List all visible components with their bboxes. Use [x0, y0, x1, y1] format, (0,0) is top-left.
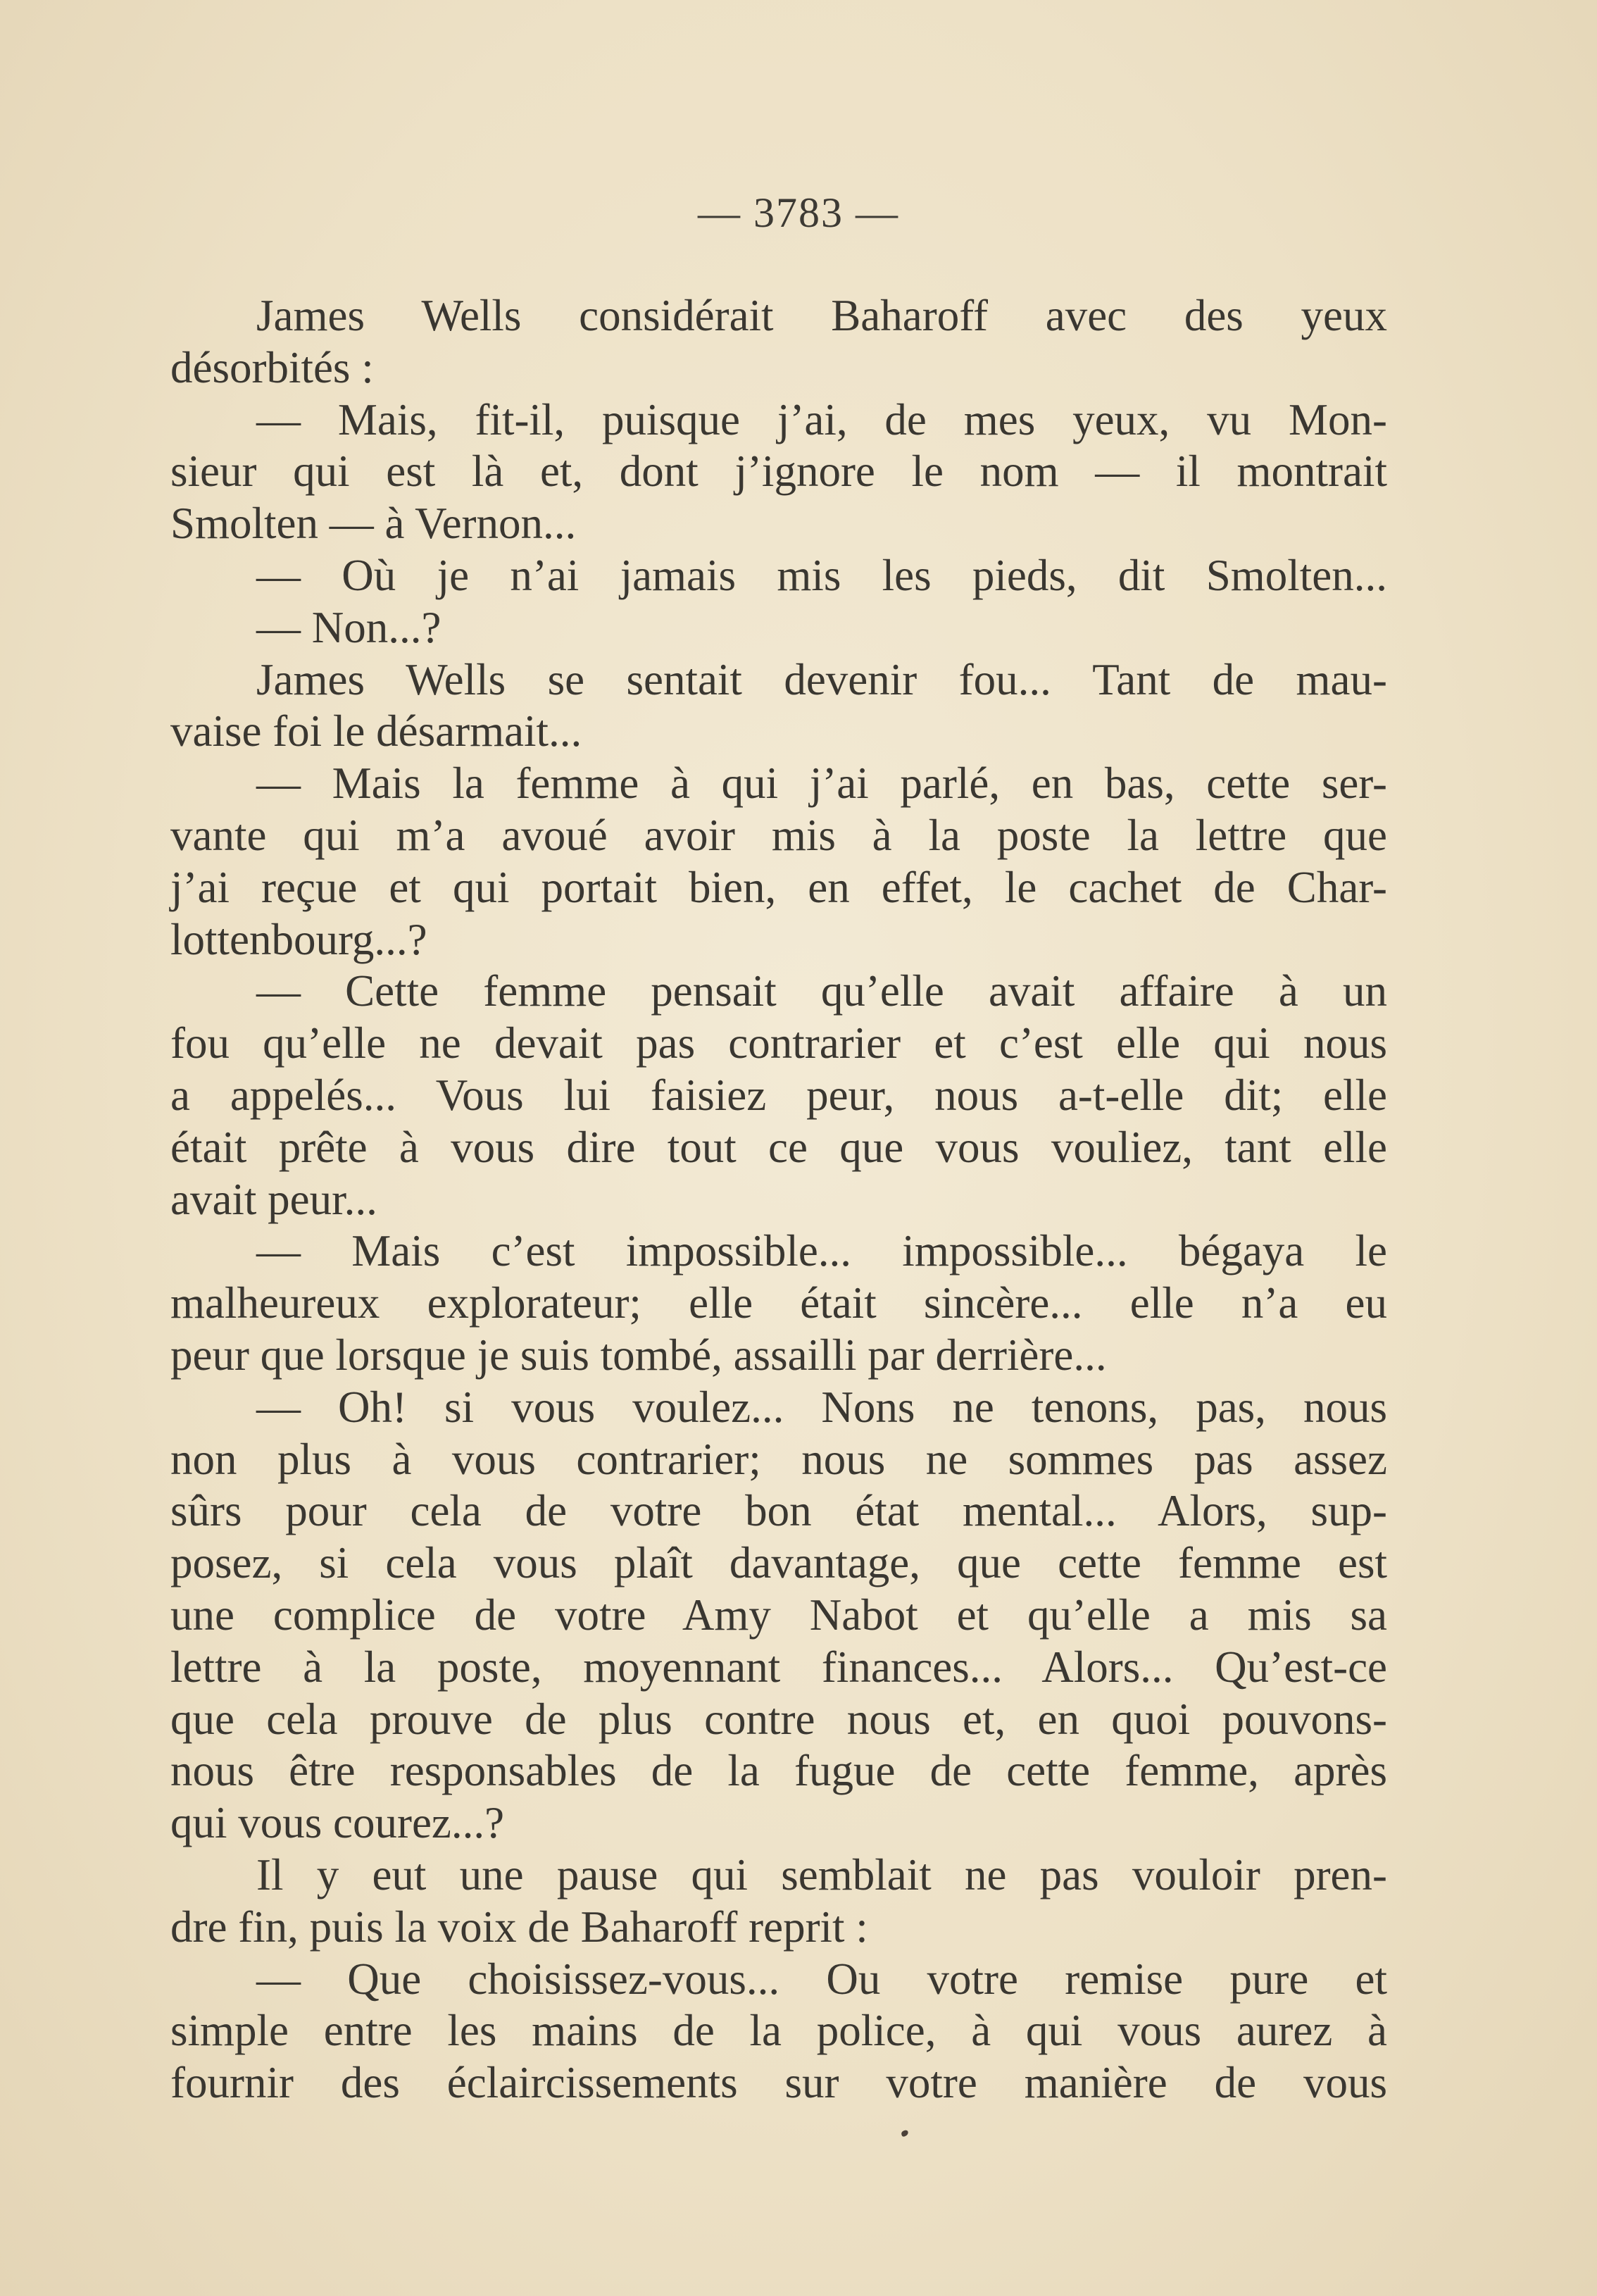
text-line: dre fin, puis la voix de Baharoff reprit :	[170, 1902, 868, 1952]
text-line: vante qui m’a avoué avoir mis à la poste la lettre que	[170, 810, 1387, 860]
text-line: a appelés... Vous lui faisiez peur, nous a-t-elle dit; elle	[170, 1070, 1387, 1120]
text-line: lottenbourg...?	[170, 914, 427, 964]
text-line: fournir des éclaircissements sur votre manière de vous	[170, 2058, 1387, 2108]
page-number: — 3783 —	[698, 189, 899, 236]
text-line: une complice de votre Amy Nabot et qu’elle a mis sa	[170, 1590, 1387, 1640]
text-line: James Wells se sentait devenir fou... Tant de mau-	[256, 654, 1387, 704]
text-line: était prête à vous dire tout ce que vous vouliez, tant elle	[170, 1122, 1387, 1172]
text-line: — Mais, fit-il, puisque j’ai, de mes yeux, vu Mon-	[256, 394, 1387, 444]
text-line: j’ai reçue et qui portait bien, en effet, le cachet de Char-	[170, 862, 1387, 912]
text-line: désorbités :	[170, 342, 374, 392]
text-line: James Wells considérait Baharoff avec des yeux	[256, 291, 1387, 340]
text-line: — Que choisissez-vous... Ou votre remise pure et	[256, 1954, 1387, 2004]
body-text	[170, 290, 1387, 2109]
text-line: — Où je n’ai jamais mis les pieds, dit Smolten...	[256, 550, 1387, 600]
text-line: sieur qui est là et, dont j’ignore le nom — il montrait	[170, 447, 1387, 497]
text-line: peur que lorsque je suis tombé, assailli par derrière...	[170, 1330, 1107, 1380]
text-line: posez, si cela vous plaît davantage, que cette femme est	[170, 1538, 1387, 1588]
text-line: — Mais la femme à qui j’ai parlé, en bas, cette ser-	[256, 759, 1387, 809]
text-line: — Oh! si vous voulez... Nons ne tenons, pas, nous	[256, 1382, 1387, 1432]
text-line: avait peur...	[170, 1174, 377, 1224]
text-line: que cela prouve de plus contre nous et, en quoi pouvons-	[170, 1694, 1387, 1744]
text-line: qui vous courez...?	[170, 1798, 505, 1848]
text-line: simple entre les mains de la police, à qui vous aurez à	[170, 2006, 1387, 2056]
text-line: fou qu’elle ne devait pas contrarier et c’est elle qui nous	[170, 1018, 1387, 1068]
text-line: Smolten — à Vernon...	[170, 499, 577, 549]
text-line: nous être responsables de la fugue de cette femme, après	[170, 1746, 1387, 1796]
text-line: — Non...?	[256, 602, 441, 652]
text-line: sûrs pour cela de votre bon état mental... Alors, sup-	[170, 1486, 1387, 1536]
text-line: — Mais c’est impossible... impossible... bégaya le	[256, 1226, 1387, 1276]
text-line: lettre à la poste, moyennant finances... Alors... Qu’est-ce	[170, 1642, 1387, 1692]
text-line: malheureux explorateur; elle était sincère... elle n’a eu	[170, 1278, 1387, 1328]
text-line: — Cette femme pensait qu’elle avait affaire à un	[256, 966, 1387, 1016]
text-line: Il y eut une pause qui semblait ne pas vouloir pren-	[256, 1849, 1387, 1899]
text-line: non plus à vous contrarier; nous ne sommes pas assez	[170, 1434, 1387, 1484]
ink-speck	[901, 2130, 909, 2138]
text-line: vaise foi le désarmait...	[170, 706, 582, 756]
